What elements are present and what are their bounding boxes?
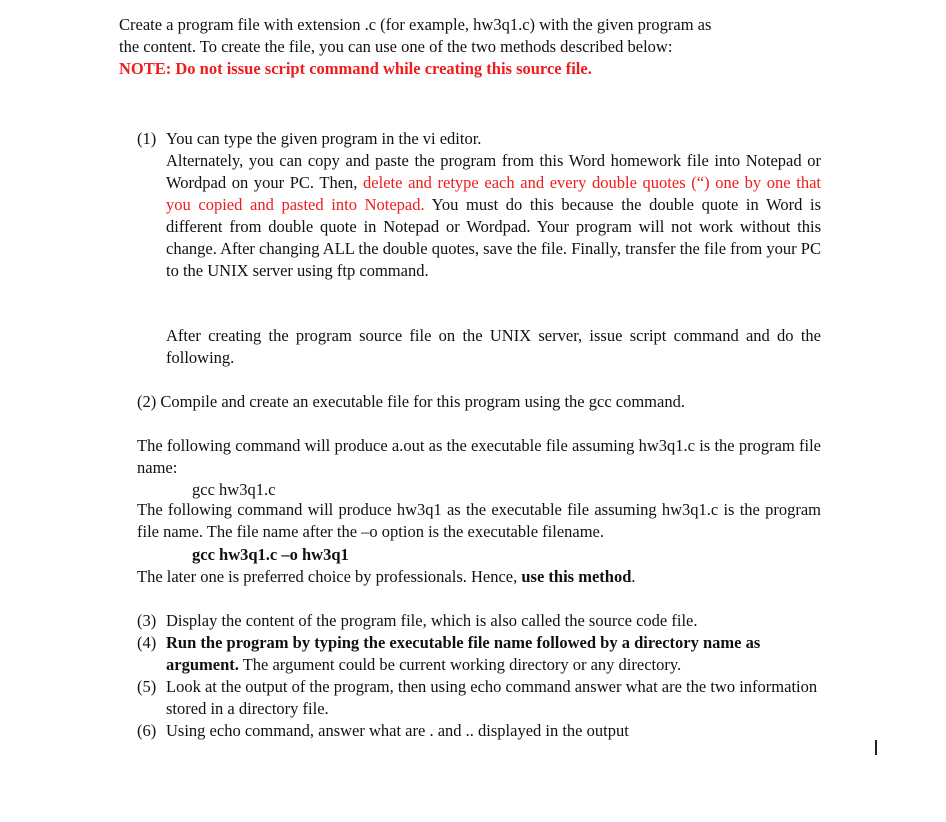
step-6: Using echo command, answer what are . and .. displayed in the output: [166, 721, 629, 740]
note-warning: NOTE: Do not issue script command while creating this source file.: [119, 59, 592, 78]
step-1-alternate: Alternately, you can copy and paste the program from this Word homework file into Notepad or Wordpad on your PC. Then, delete and retype each and every double quotes (“) one by one that you copied and pasted into Notepad. You must do this because the double quote in Word is different from double quote in Notepad or Wordpad. Your program will not work without this change. After changing ALL the double quotes, save the file. Finally, transfer the file from your PC to the UNIX server using ftp command.: [166, 151, 822, 280]
step-3: Display the content of the program file, which is also called the source code file.: [166, 611, 698, 630]
step-3-number: (3): [137, 611, 157, 630]
step-1-first-line: You can type the given program in the vi editor.: [166, 129, 482, 148]
intro-line-1: Create a program file with extension .c (for example, hw3q1.c) with the given program as: [119, 15, 712, 34]
cmd-desc-1: The following command will produce a.out as the executable file assuming hw3q1.c is the program file name:: [137, 436, 821, 477]
command-gcc-basic: gcc hw3q1.c: [192, 480, 276, 499]
command-gcc-output: gcc hw3q1.c –o hw3q1: [192, 545, 349, 564]
step-1-number: (1): [137, 129, 157, 148]
step-5-number: (5): [137, 677, 157, 696]
text-cursor: [875, 740, 877, 755]
step-4-number: (4): [137, 633, 157, 652]
step-5: Look at the output of the program, then using echo command answer what are the two information stored in a directory file.: [166, 677, 818, 718]
step-6-number: (6): [137, 721, 157, 740]
retype-quotes-highlight: delete and retype each and every double quotes (“) one by one that you copied and pasted into Notepad.: [166, 173, 822, 214]
step-1-after: After creating the program source file on the UNIX server, issue script command and do the following.: [166, 326, 821, 367]
intro-line-2: the content. To create the file, you can use one of the two methods described below:: [119, 37, 673, 56]
cmd-desc-2: The following command will produce hw3q1 as the executable file assuming hw3q1.c is the program file name. The file name after the –o option is the executable filename.: [137, 500, 821, 541]
step-2: (2) Compile and create an executable file for this program using the gcc command.: [137, 392, 685, 411]
step-4: Run the program by typing the executable file name followed by a directory name as argument. The argument could be current working directory or any directory.: [166, 633, 761, 674]
preferred-method: The later one is preferred choice by professionals. Hence, use this method.: [137, 567, 636, 586]
